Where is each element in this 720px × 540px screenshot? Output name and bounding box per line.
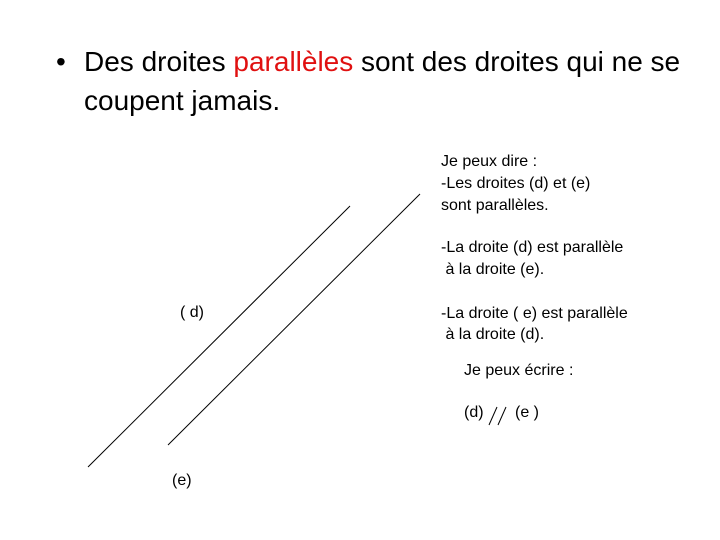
note-line3b: à la droite (d). [441,326,545,343]
formula-left: (d) [464,404,484,421]
line-d [88,206,350,467]
note-write: Je peux écrire : [464,362,574,379]
note-line1a: -Les droites (d) et (e) [441,175,591,192]
note-line2a: -La droite (d) est parallèle [441,239,624,256]
bullet-highlight-parallels: parallèles [233,46,354,77]
note-line1b: sont parallèles. [441,197,549,214]
note-line2b: à la droite (e). [441,261,545,278]
label-d: ( d) [180,304,204,321]
note-intro: Je peux dire : [441,153,538,170]
line-e [168,194,420,445]
parallel-symbol-icon [487,405,513,427]
label-e: (e) [172,472,192,489]
bullet-text-part2: sont des droites qui ne se coupent jamais. [84,46,681,116]
formula-right: (e ) [515,404,539,421]
note-line3a: -La droite ( e) est parallèle [441,305,628,322]
bullet-text-part1: Des droites [84,46,234,77]
bullet-dot: • [56,46,66,77]
